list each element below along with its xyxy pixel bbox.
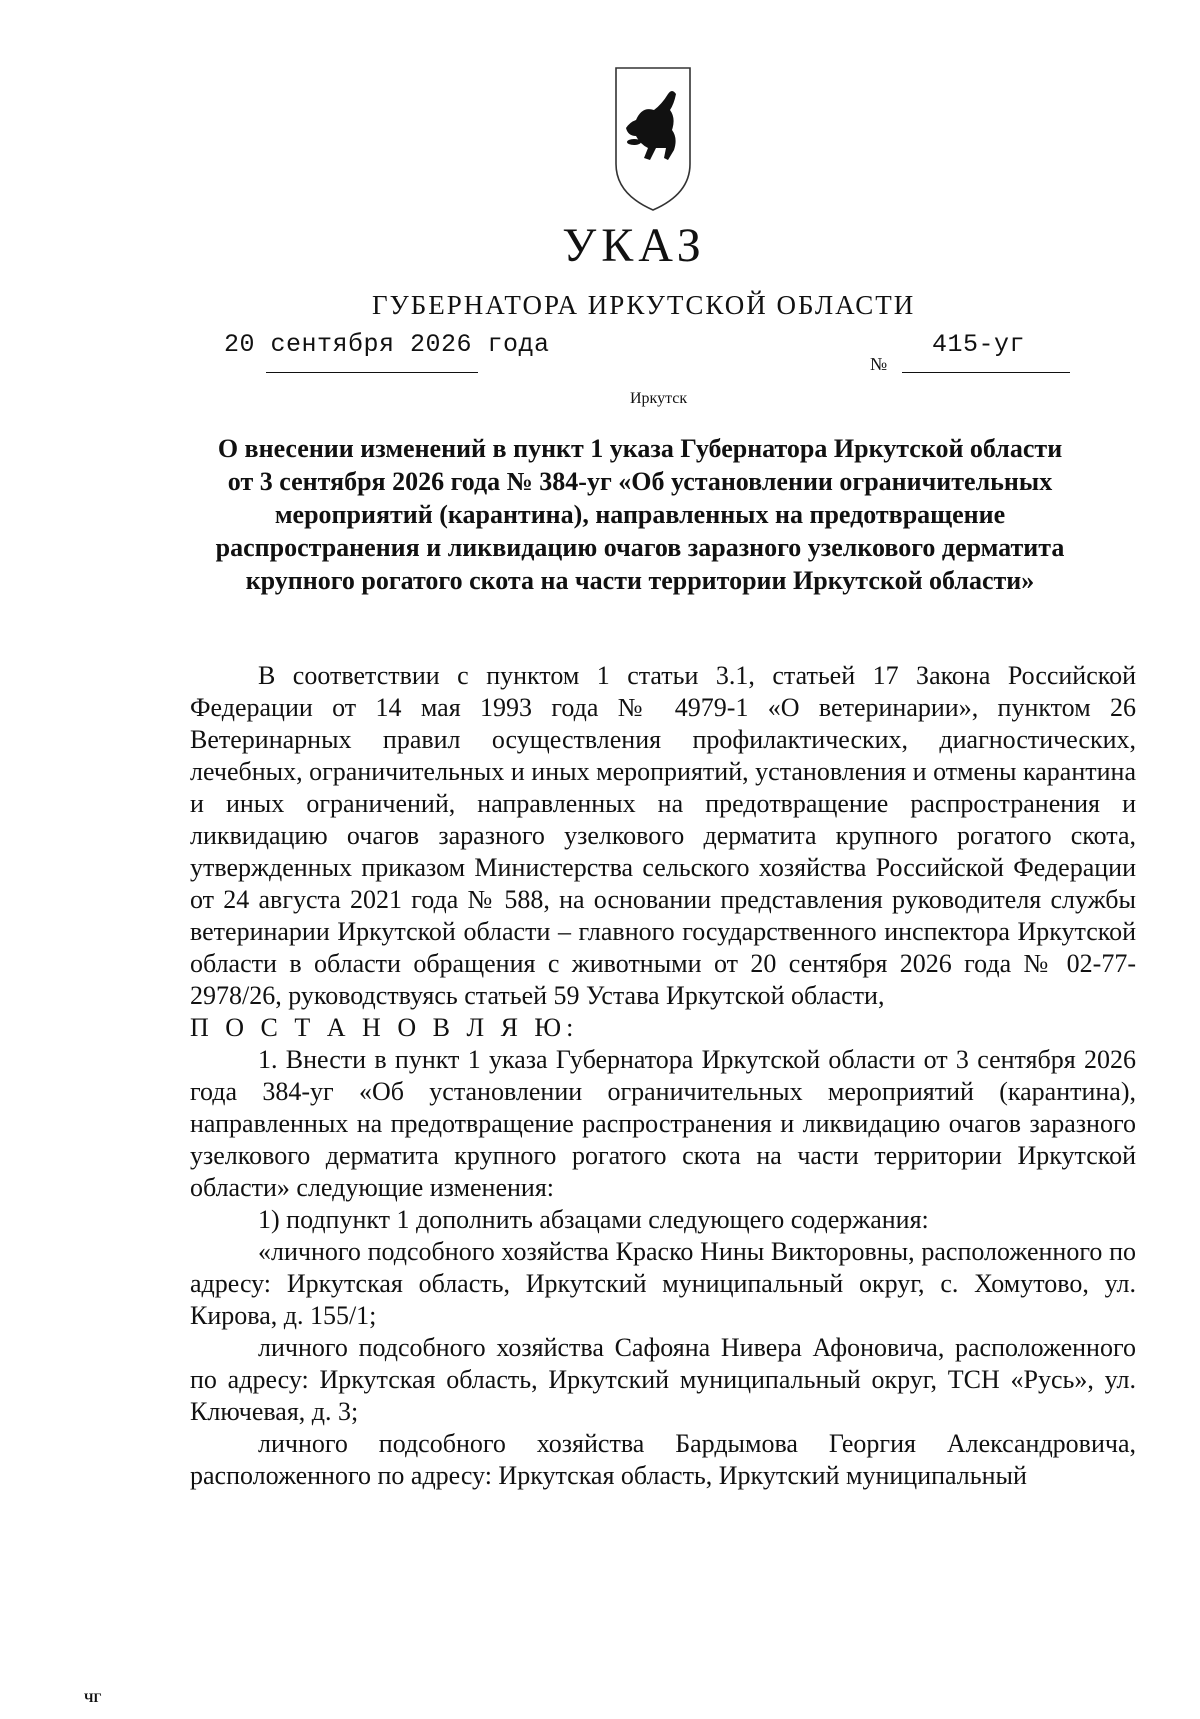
document-heading [150,432,1130,597]
number-field [870,330,1070,378]
heading-line: крупного рогатого скота на части территории Иркутской области» [245,566,1035,595]
heading-line: от 3 сентября 2026 года № 384-уг «Об установлении ограничительных [227,467,1053,496]
decree-word: П О С Т А Н О В Л Я Ю: [190,1013,579,1042]
document-title: УКАЗ [562,219,706,272]
preamble-paragraph: В соответствии с пунктом 1 статьи 3.1, статьей 17 Закона Российской Федерации от 14 мая 1993 года № 4979-1 «О ветеринарии», пунктом 26 Ветеринарных правил осуществления профилактических, диагностических, лечебных, ограничительных и иных мероприятий, установления и отмены карантина и иных ограничений, направленных на предотвращение распространения и ликвидацию очагов заразного узелкового дерматита крупного рогатого скота, утвержденных приказом Министерства сельского хозяйства Российской Федерации от 24 августа 2021 года № 588, на основании представления руководителя службы ветеринарии Иркутской области – главного государственного инспектора Иркутской области в области обращения с животными от 20 сентября 2026 года № 02-77-2978/26, руководствуясь статьей 59 Устава Иркутской области, [190,661,1136,1010]
subitem-1-paragraph: 1) подпункт 1 дополнить абзацами следующего содержания: [258,1205,929,1234]
heading-line: распространения и ликвидацию очагов заразного узелкового дерматита [215,533,1065,562]
entry-paragraph: «личного подсобного хозяйства Краско Нины Викторовны, расположенного по адресу: Иркутская область, Иркутский муниципальный округ, с. Хомутово, ул. Кирова, д. 155/1; [190,1237,1136,1330]
document-body [190,660,1136,1492]
footer-mark: ЧГ [84,1690,102,1705]
heading-line: О внесении изменений в пункт 1 указа Губернатора Иркутской области [217,434,1063,463]
entry-paragraph: личного подсобного хозяйства Сафояна Нивера Афоновича, расположенного по адресу: Иркутская область, Иркутский муниципальный округ, ТСН «Русь», ул. Ключевая, д. 3; [190,1333,1136,1426]
document-date: 20 сентября 2026 года [224,330,550,359]
date-underline [266,372,478,373]
document-number: 415-уг [932,330,1026,359]
number-sign: № [870,354,888,374]
entry-paragraph: личного подсобного хозяйства Бардымова Георгия Александровича, расположенного по адресу: Иркутская область, Иркутский муниципальный [190,1429,1136,1490]
issuing-authority: ГУБЕРНАТОРА ИРКУТСКОЙ ОБЛАСТИ [372,290,916,320]
coat-of-arms-icon [610,64,696,214]
date-field [222,330,550,378]
heading-line: мероприятий (карантина), направленных на предотвращение [274,500,1006,529]
number-underline [902,372,1070,373]
item-1-paragraph: 1. Внести в пункт 1 указа Губернатора Иркутской области от 3 сентября 2026 года 384-уг «Об установлении ограничительных мероприятий (карантина), направленных на предотвращение распространения и ликвидацию очагов заразного узелкового дерматита крупного рогатого скота на части территории Иркутской области» следующие изменения: [190,1045,1136,1202]
city: Иркутск [630,390,688,407]
